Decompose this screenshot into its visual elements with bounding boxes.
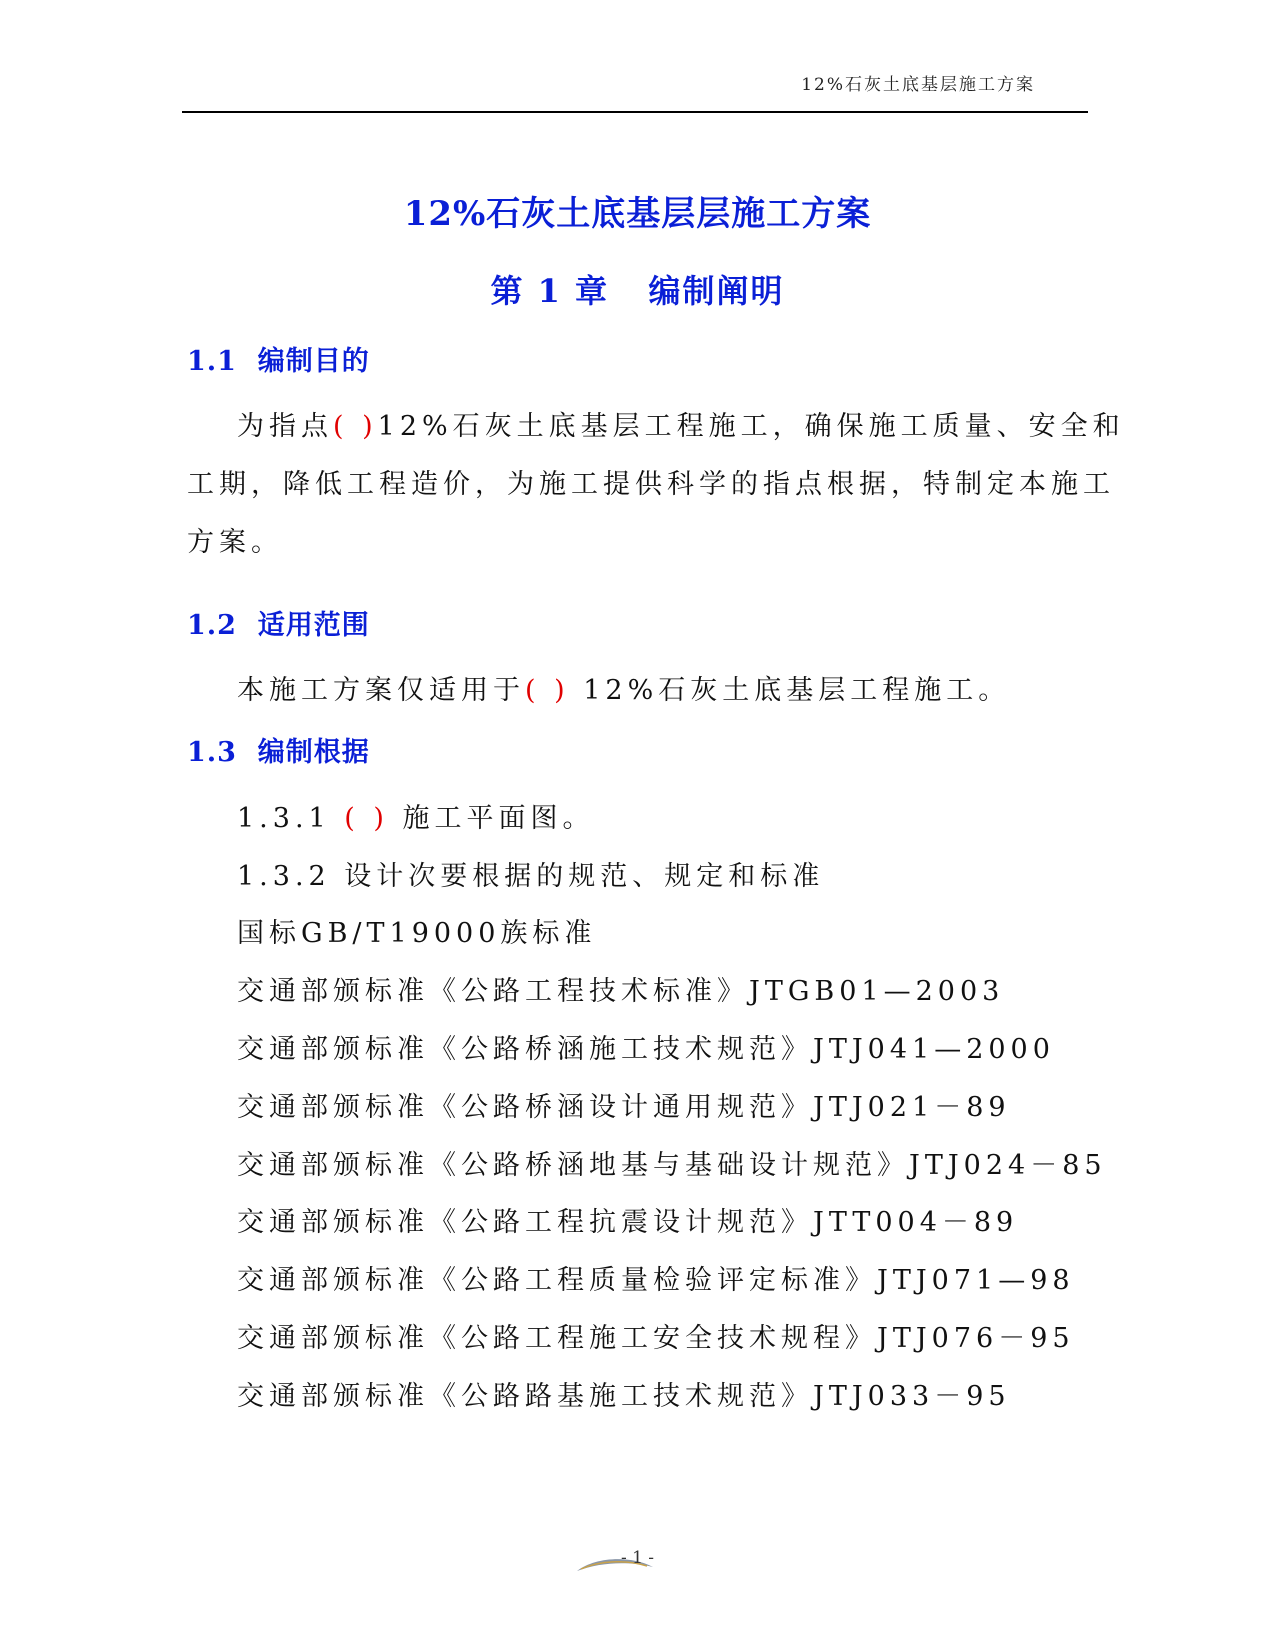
standard-item: 交通部颁标准《公路桥涵施工技术规范》JTJ041—2000 xyxy=(237,1034,1055,1065)
standard-item: 国标GB/T19000族标准 xyxy=(237,918,597,949)
subsection-1-3-2: 1.3.2 设计次要根据的规范、规定和标准 xyxy=(237,861,825,892)
standard-item: 交通部颁标准《公路工程施工安全技术规程》JTJ076－95 xyxy=(237,1323,1075,1354)
subsection-number: 1.3.1 xyxy=(237,803,331,834)
header-rule xyxy=(182,111,1088,113)
paragraph-text: 为指点 xyxy=(237,411,333,442)
standard-item: 交通部颁标准《公路工程技术标准》JTGB01—2003 xyxy=(237,976,1005,1007)
blank-placeholder: ( ) xyxy=(344,803,389,834)
standard-item: 交通部颁标准《公路路基施工技术规范》JTJ033－95 xyxy=(237,1381,1011,1412)
paragraph-text: 12%石灰土底基层工程施工。 xyxy=(569,675,1011,706)
standard-item: 交通部颁标准《公路工程抗震设计规范》JTT004－89 xyxy=(237,1207,1019,1238)
document-title: 12%石灰土底基层层施工方案 xyxy=(403,194,872,234)
subsection-text: 施工平面图。 xyxy=(402,803,595,834)
subsection-1-3-1 xyxy=(237,796,595,835)
chapter-title: 第 1 章 编制阐明 xyxy=(490,272,785,310)
page-number: - 1 - xyxy=(620,1548,655,1568)
paragraph-1-2 xyxy=(237,668,1010,707)
standard-item: 交通部颁标准《公路桥涵设计通用规范》JTJ021－89 xyxy=(237,1092,1011,1123)
section-heading-1-2: 1.2 适用范围 xyxy=(187,610,370,641)
paragraph-1-1-line-3: 方案。 xyxy=(187,527,283,558)
blank-placeholder: ( ) xyxy=(525,675,570,706)
page-header-title: 12%石灰土底基层施工方案 xyxy=(801,75,1035,95)
section-heading-1-1: 1.1 编制目的 xyxy=(187,346,370,377)
standard-item: 交通部颁标准《公路工程质量检验评定标准》JTJ071—98 xyxy=(237,1265,1075,1296)
paragraph-text: 本施工方案仅适用于 xyxy=(237,675,525,706)
paragraph-1-1-line-2: 工期，降低工程造价，为施工提供科学的指点根据，特制定本施工 xyxy=(187,469,1115,500)
section-heading-1-3: 1.3 编制根据 xyxy=(187,737,370,768)
paragraph-text: 12%石灰土底基层工程施工，确保施工质量、安全和 xyxy=(377,411,1125,442)
page-footer xyxy=(0,1548,1275,1568)
paragraph-1-1-line-1 xyxy=(237,404,1125,443)
standard-item: 交通部颁标准《公路桥涵地基与基础设计规范》JTJ024－85 xyxy=(237,1150,1107,1181)
blank-placeholder: ( ) xyxy=(333,411,378,442)
